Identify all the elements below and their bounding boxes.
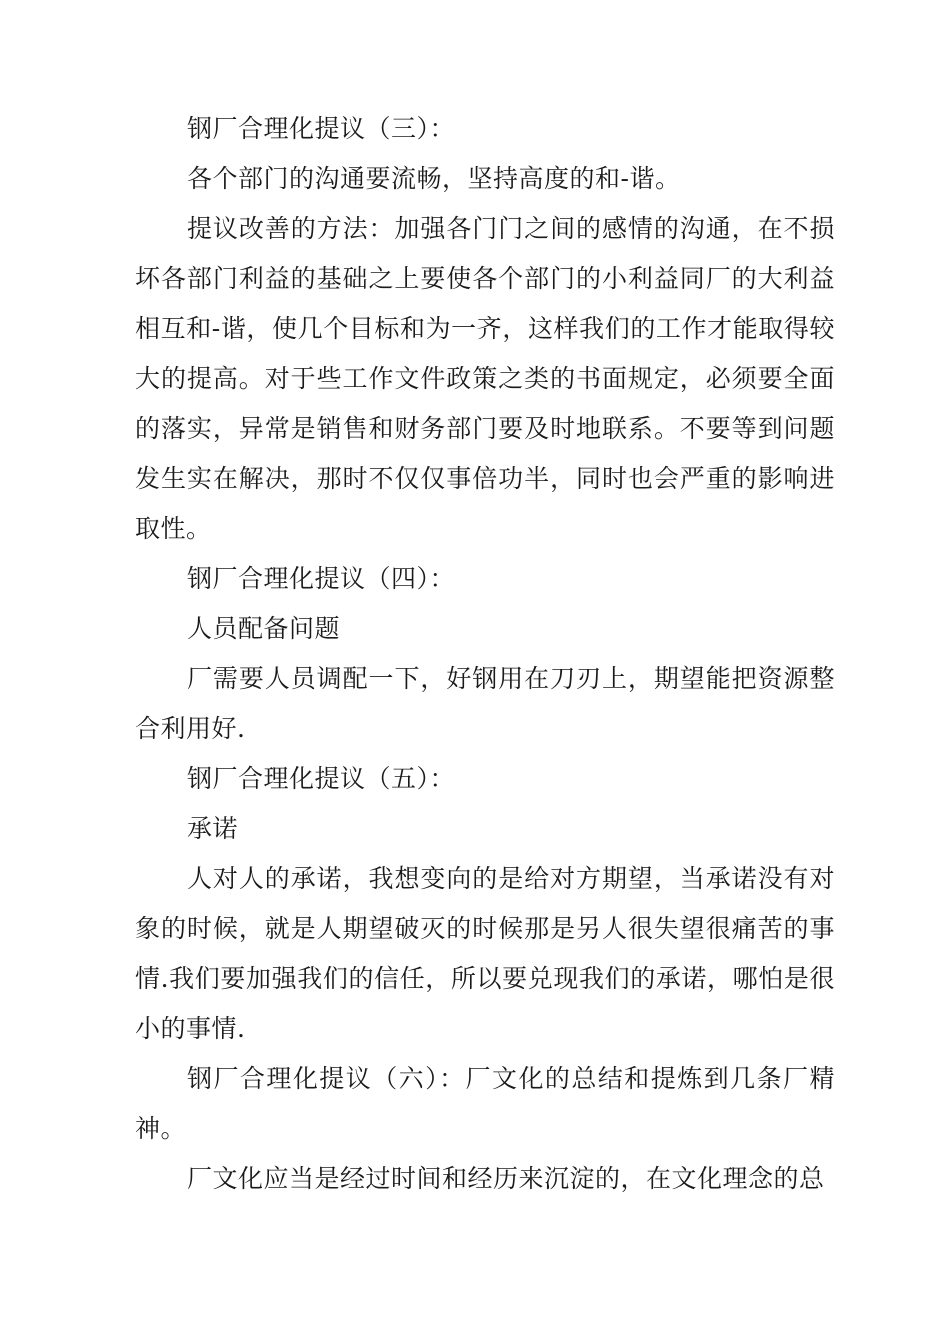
paragraph-promise-body: 人对人的承诺，我想变向的是给对方期望，当承诺没有对象的时候，就是人期望破灭的时候那是另人很失望很痛苦的事情.我们要加强我们的信任，所以要兑现我们的承诺，哪怕是很小的事情. (135, 864, 835, 1043)
paragraph-promise-title: 承诺 (187, 814, 239, 843)
heading-proposal-six: 钢厂合理化提议（六）：厂文化的总结和提炼到几条厂精神。 (135, 1064, 835, 1143)
heading-proposal-three: 钢厂合理化提议（三）： (187, 114, 456, 143)
paragraph-staffing-title: 人员配备问题 (187, 614, 341, 643)
paragraph-culture-body: 厂文化应当是经过时间和经历来沉淀的，在文化理念的总 (187, 1164, 825, 1193)
paragraph-improvement-method: 提议改善的方法：加强各门门之间的感情的沟通，在不损坏各部门利益的基础之上要使各个部门的小利益同厂的大利益相互和-谐，使几个目标和为一齐，这样我们的工作才能取得较大的提高。对于些工作文件政策之类的书面规定，必须要全面的落实，异常是销售和财务部门要及时地联系。不要等到问题发生实在解决，那时不仅仅事倍功半，同时也会严重的影响进取性。 (135, 214, 835, 543)
paragraph-communication: 各个部门的沟通要流畅，坚持高度的和-谐。 (187, 164, 681, 193)
document-body (135, 104, 835, 1204)
heading-proposal-five: 钢厂合理化提议（五）： (187, 764, 456, 793)
heading-proposal-four: 钢厂合理化提议（四）： (187, 564, 456, 593)
paragraph-staffing-body: 厂需要人员调配一下，好钢用在刀刃上，期望能把资源整合利用好. (135, 664, 835, 743)
